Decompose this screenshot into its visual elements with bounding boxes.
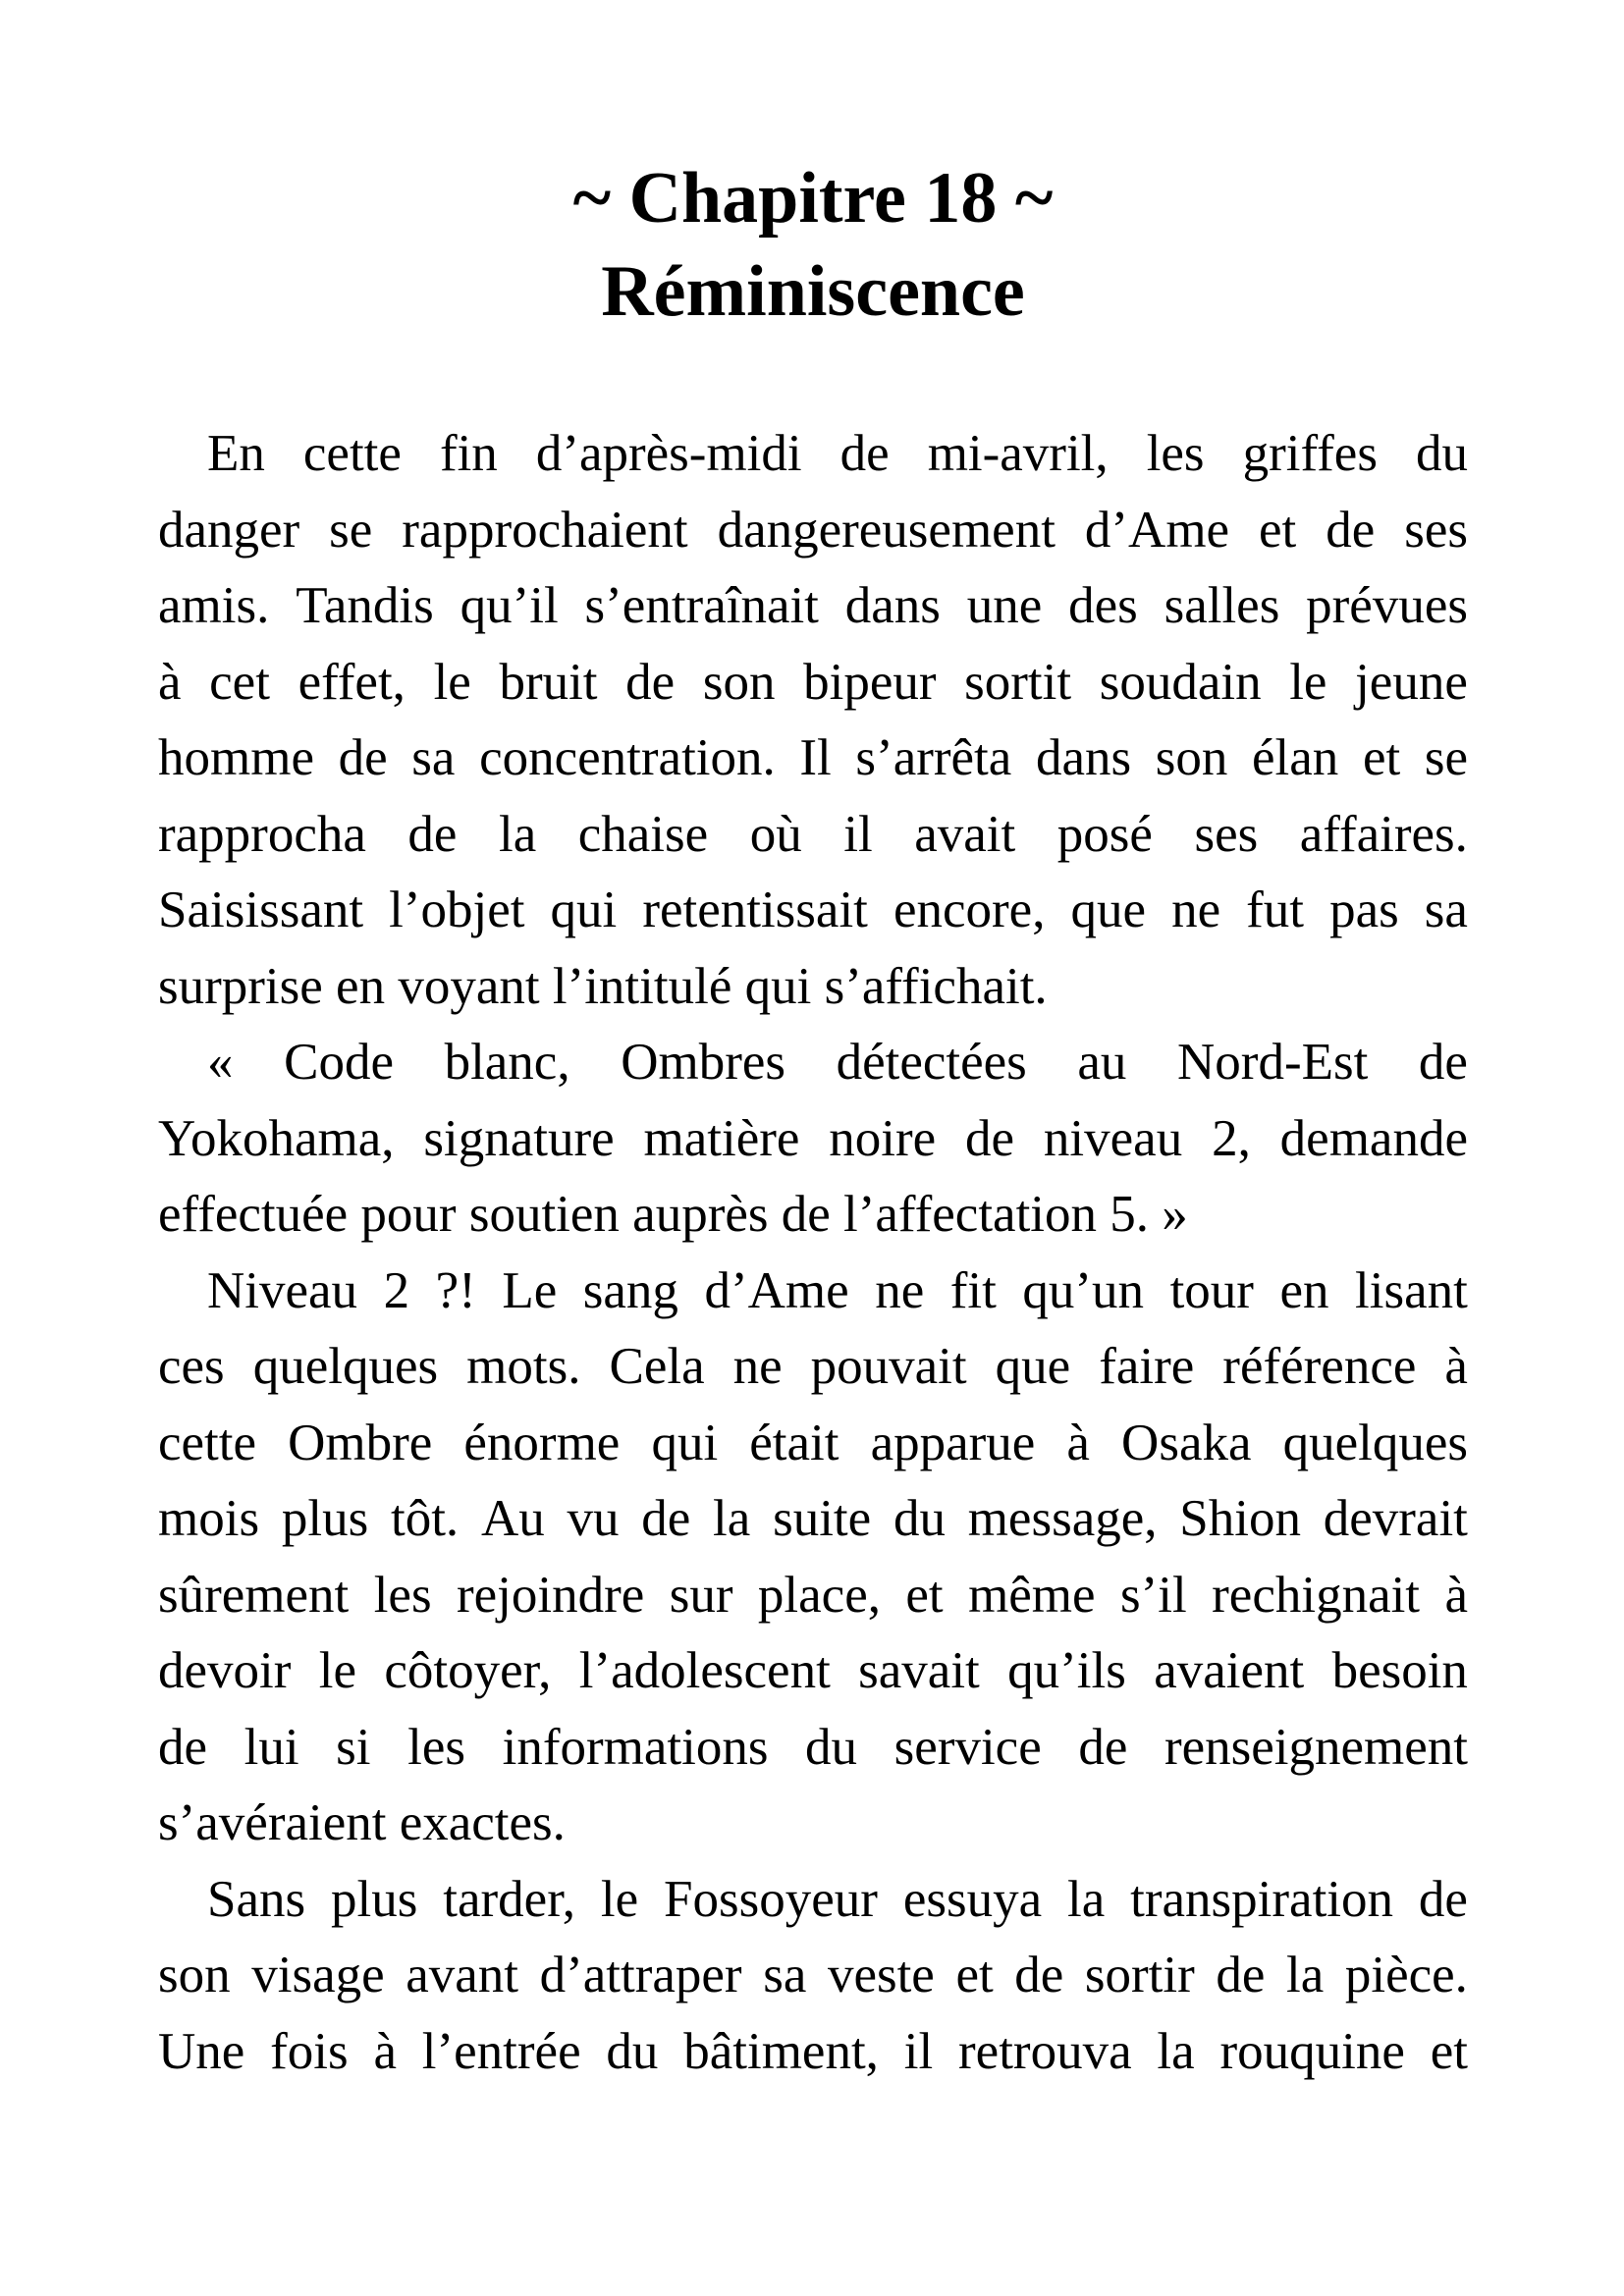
word: au — [1077, 1034, 1127, 1091]
word: il — [843, 805, 873, 863]
word: à — [373, 2022, 397, 2080]
word: « — [207, 1034, 234, 1091]
text-line — [158, 1406, 1468, 1482]
word: bipeur — [803, 653, 937, 711]
word: Ombres — [621, 1034, 785, 1091]
word: se — [329, 501, 373, 559]
word: renseignement — [1164, 1718, 1468, 1776]
text-line — [158, 873, 1468, 949]
word: la — [498, 805, 537, 863]
word: une — [966, 577, 1043, 634]
word: sortir — [1084, 1947, 1195, 2003]
text-line — [158, 1938, 1468, 2014]
word: rapprocha — [158, 805, 366, 863]
word: en — [1279, 1261, 1329, 1319]
word: transpiration — [1130, 1870, 1394, 1928]
text-line — [158, 1101, 1468, 1178]
word: de — [625, 653, 676, 711]
word: rapprochaient — [402, 501, 688, 559]
word: bruit — [499, 653, 598, 711]
text-line: surprise en voyant l’intitulé qui s’affichait. — [158, 957, 1048, 1015]
word: la — [1286, 1947, 1325, 2003]
word: son — [702, 653, 776, 711]
word: plus — [281, 1490, 369, 1547]
word: à — [1066, 1414, 1090, 1471]
word: ne — [732, 1338, 783, 1395]
word: élan — [1252, 729, 1339, 786]
word: qu’un — [1022, 1261, 1145, 1319]
word: et — [1362, 729, 1401, 786]
word: d’Ame — [1084, 501, 1230, 559]
word: Sans — [207, 1870, 306, 1928]
word: l’objet — [389, 881, 525, 938]
word: d’attraper — [539, 1947, 742, 2003]
chapter-title — [158, 0, 1468, 339]
word: fois — [270, 2022, 349, 2080]
word: mois — [158, 1490, 260, 1547]
word: ses — [1194, 805, 1259, 863]
word: bâtiment, — [683, 2022, 879, 2080]
word: d’Ame — [704, 1261, 849, 1319]
word: encore, — [893, 881, 1046, 938]
text-line — [158, 2014, 1468, 2091]
word: avant — [406, 1947, 519, 2003]
word: de — [1326, 501, 1376, 559]
word: et — [1259, 501, 1297, 559]
word: de — [1078, 1718, 1128, 1776]
word: 2, — [1212, 1109, 1251, 1167]
word: le — [600, 1870, 639, 1928]
word: l’adolescent — [578, 1642, 831, 1699]
word: veste — [827, 1947, 935, 2003]
word: Cela — [609, 1338, 705, 1395]
word: de — [1014, 1947, 1064, 2003]
text-line — [158, 1633, 1468, 1710]
word: salles — [1164, 577, 1280, 634]
word: à — [1444, 1566, 1468, 1624]
word: même — [968, 1566, 1096, 1624]
word: côtoyer, — [384, 1642, 552, 1699]
word: ne — [1171, 881, 1221, 938]
word: énorme — [463, 1414, 621, 1471]
word: lisant — [1355, 1261, 1468, 1319]
text-line — [158, 493, 1468, 569]
word: noire — [829, 1109, 937, 1167]
word: effet, — [298, 653, 406, 711]
word: Il — [799, 729, 832, 786]
word: référence — [1222, 1338, 1417, 1395]
text-line — [158, 1481, 1468, 1558]
word: de — [1216, 1947, 1266, 2003]
word: rejoindre — [457, 1566, 645, 1624]
word: l’entrée — [421, 2022, 581, 2080]
word: sortit — [964, 653, 1072, 711]
word: Une — [158, 2022, 245, 2080]
word: sa — [763, 1947, 807, 2003]
word: cet — [209, 653, 270, 711]
text-line — [158, 1254, 1468, 1330]
word: Fossoyeur — [664, 1870, 878, 1928]
word: que — [1070, 881, 1147, 938]
word: du — [1415, 425, 1468, 482]
word: tarder, — [443, 1870, 575, 1928]
word: visage — [251, 1947, 385, 2003]
word: Niveau — [207, 1261, 358, 1319]
word: ?! — [435, 1261, 476, 1319]
word: s’arrêta — [855, 729, 1012, 786]
word: devoir — [158, 1642, 292, 1699]
word: Shion — [1179, 1490, 1301, 1547]
word: place, — [757, 1566, 881, 1624]
word: Tandis — [296, 577, 434, 634]
word: plus — [331, 1870, 418, 1928]
word: son — [1155, 729, 1228, 786]
word: il — [903, 2022, 934, 2080]
text-line — [158, 645, 1468, 721]
word: pas — [1329, 881, 1399, 938]
word: dans — [844, 577, 941, 634]
word: pièce. — [1344, 1947, 1468, 2003]
word: des — [1068, 577, 1138, 634]
word: retrouva — [958, 2022, 1132, 2080]
word: mots. — [466, 1338, 581, 1395]
word: Nord-Est — [1177, 1034, 1369, 1091]
word: fin — [439, 425, 498, 482]
text-block — [158, 0, 1468, 2090]
text-line — [158, 1558, 1468, 1634]
word: suite — [773, 1490, 872, 1547]
word: danger — [158, 501, 300, 559]
word: fit — [949, 1261, 997, 1319]
word: besoin — [1331, 1642, 1468, 1699]
text-line — [158, 568, 1468, 645]
word: niveau — [1043, 1109, 1183, 1167]
word: les — [407, 1718, 465, 1776]
word: Saisissant — [158, 881, 364, 938]
word: cette — [158, 1414, 257, 1471]
word: prévues — [1306, 577, 1468, 634]
word: de — [338, 729, 388, 786]
chapter-title-name: Réminiscence — [601, 251, 1025, 332]
word: fut — [1246, 881, 1305, 938]
word: si — [336, 1718, 371, 1776]
word: posé — [1056, 805, 1153, 863]
word: était — [749, 1414, 839, 1471]
word: lui — [244, 1718, 299, 1776]
word: service — [893, 1718, 1042, 1776]
word: s’il — [1119, 1566, 1187, 1624]
body-text — [158, 416, 1468, 2090]
word: dans — [1035, 729, 1132, 786]
word: matière — [643, 1109, 800, 1167]
word: 2 — [383, 1261, 410, 1319]
word: faire — [1099, 1338, 1195, 1395]
word: quelques — [252, 1338, 439, 1395]
word: où — [749, 805, 802, 863]
word: Yokohama, — [158, 1109, 395, 1167]
word: se — [1424, 729, 1468, 786]
word: sa — [1424, 881, 1468, 938]
word: amis. — [158, 577, 270, 634]
word: d’après-midi — [535, 425, 802, 482]
word: la — [1067, 1870, 1106, 1928]
word: le — [1289, 653, 1327, 711]
word: ses — [1404, 501, 1468, 559]
word: affaires. — [1299, 805, 1468, 863]
word: Le — [502, 1261, 558, 1319]
text-line — [158, 1862, 1468, 1939]
word: les — [373, 1566, 432, 1624]
word: pouvait — [810, 1338, 967, 1395]
word: mi-avril, — [927, 425, 1109, 482]
text-line — [158, 1710, 1468, 1787]
word: la — [1157, 2022, 1195, 2080]
word: tôt. — [390, 1490, 460, 1547]
word: En — [207, 425, 265, 482]
word: de — [641, 1490, 691, 1547]
word: à — [1444, 1338, 1468, 1395]
word: essuya — [902, 1870, 1043, 1928]
word: blanc, — [444, 1034, 570, 1091]
word: qu’il — [460, 577, 559, 634]
word: Osaka — [1121, 1414, 1252, 1471]
word: quelques — [1282, 1414, 1468, 1471]
word: qui — [550, 881, 618, 938]
word: vu — [567, 1490, 620, 1547]
word: ne — [875, 1261, 925, 1319]
word: les — [1146, 425, 1205, 482]
text-line — [158, 1329, 1468, 1406]
word: qui — [651, 1414, 719, 1471]
word: Au — [480, 1490, 545, 1547]
word: sûrement — [158, 1566, 350, 1624]
word: de — [158, 1718, 208, 1776]
word: savait — [858, 1642, 980, 1699]
word: du — [606, 2022, 659, 2080]
word: de — [839, 425, 890, 482]
word: à — [158, 653, 182, 711]
word: détectées — [836, 1034, 1027, 1091]
word: avaient — [1154, 1642, 1305, 1699]
text-line — [158, 1025, 1468, 1101]
word: apparue — [870, 1414, 1036, 1471]
word: sur — [669, 1566, 733, 1624]
text-line: s’avéraient exactes. — [158, 1794, 566, 1851]
word: jeune — [1355, 653, 1468, 711]
word: message, — [967, 1490, 1158, 1547]
text-line — [158, 416, 1468, 493]
word: s’entraînait — [584, 577, 819, 634]
text-line — [158, 797, 1468, 874]
chapter-title-number: ~ Chapitre 18 ~ — [572, 158, 1054, 239]
word: et — [905, 1566, 944, 1624]
word: de — [1418, 1034, 1468, 1091]
word: tour — [1169, 1261, 1254, 1319]
word: devrait — [1323, 1490, 1468, 1547]
word: le — [433, 653, 471, 711]
word: ces — [158, 1338, 225, 1395]
word: demande — [1279, 1109, 1468, 1167]
word: que — [995, 1338, 1071, 1395]
word: la — [713, 1490, 751, 1547]
word: dangereusement — [717, 501, 1056, 559]
word: sang — [582, 1261, 678, 1319]
word: homme — [158, 729, 314, 786]
word: Ombre — [288, 1414, 433, 1471]
word: griffes — [1242, 425, 1378, 482]
word: retentissait — [642, 881, 868, 938]
word: informations — [502, 1718, 769, 1776]
word: de — [965, 1109, 1015, 1167]
word: le — [318, 1642, 356, 1699]
word: avait — [914, 805, 1016, 863]
word: qu’ils — [1007, 1642, 1126, 1699]
word: son — [158, 1947, 231, 2003]
word: rouquine — [1219, 2022, 1405, 2080]
word: du — [805, 1718, 858, 1776]
text-line — [158, 721, 1468, 797]
word: concentration. — [479, 729, 776, 786]
word: rechignait — [1212, 1566, 1421, 1624]
word: et — [955, 1947, 994, 2003]
word: chaise — [577, 805, 709, 863]
word: de — [1418, 1870, 1468, 1928]
word: sa — [411, 729, 456, 786]
word: cette — [302, 425, 402, 482]
word: et — [1430, 2022, 1468, 2080]
word: signature — [423, 1109, 615, 1167]
text-line: effectuée pour soutien auprès de l’affectation 5. » — [158, 1186, 1188, 1243]
word: du — [893, 1490, 946, 1547]
word: soudain — [1099, 653, 1262, 711]
word: Code — [284, 1034, 394, 1091]
word: de — [407, 805, 458, 863]
